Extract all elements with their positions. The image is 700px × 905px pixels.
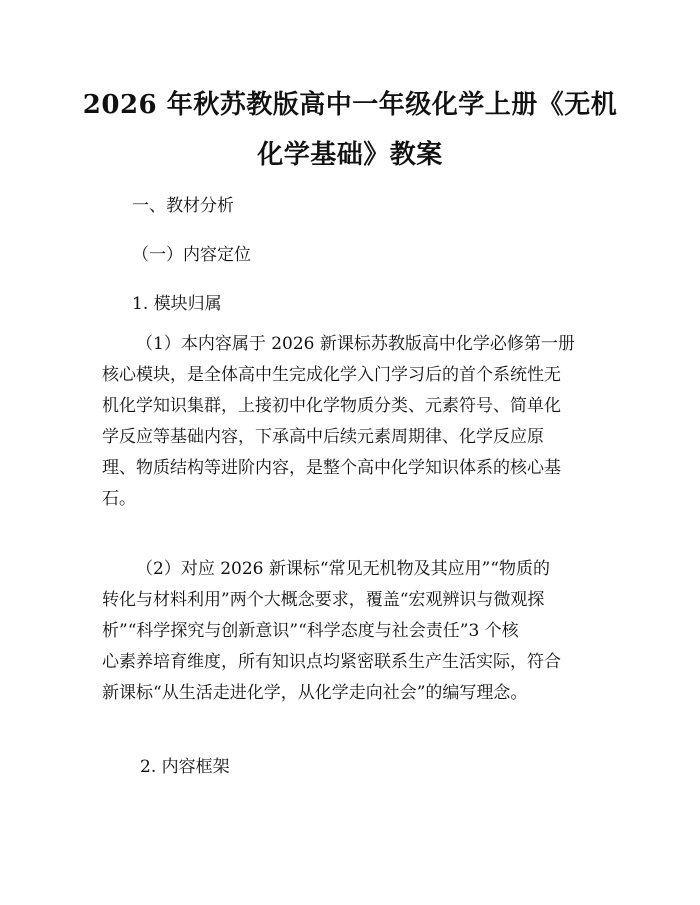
paragraph-line: 学反应等基础内容，下承高中后续元素周期律、化学反应原 xyxy=(102,427,544,447)
paragraph-curriculum-alignment xyxy=(102,554,602,709)
subsection-heading: （一）内容定位 xyxy=(132,245,251,265)
paragraph-line: 核心模块，是全体高中生完成化学入门学习后的首个系统性无 xyxy=(102,365,561,385)
item-heading-module: 1. 模块归属 xyxy=(132,294,222,314)
paragraph-line: 机化学知识集群，上接初中化学物质分类、元素符号、简单化 xyxy=(102,396,561,416)
paragraph-line: 新课标“从生活走进化学，从化学走向社会”的编写理念。 xyxy=(102,683,528,703)
paragraph-module-position xyxy=(102,329,602,515)
paragraph-line: 理、物质结构等进阶内容，是整个高中化学知识体系的核心基 xyxy=(102,458,561,478)
paragraph-line: 转化与材料利用”两个大概念要求，覆盖“宏观辨识与微观探 xyxy=(102,590,545,610)
document-title-line-1: 2026 年秋苏教版高中一年级化学上册《无机 xyxy=(82,90,618,120)
paragraph-line: （1）本内容属于 2026 新课标苏教版高中化学必修第一册 xyxy=(136,334,575,354)
paragraph-line: （2）对应 2026 新课标“常见无机物及其应用”“物质的 xyxy=(136,559,550,579)
paragraph-line: 石。 xyxy=(102,489,136,509)
paragraph-line: 析”“科学探究与创新意识”“科学态度与社会责任”3 个核 xyxy=(102,621,519,641)
section-heading: 一、教材分析 xyxy=(132,196,234,216)
item-heading-framework: 2. 内容框架 xyxy=(140,757,230,777)
paragraph-line: 心素养培育维度，所有知识点均紧密联系生产生活实际，符合 xyxy=(102,652,561,672)
document-title-line-2: 化学基础》教案 xyxy=(257,140,443,170)
